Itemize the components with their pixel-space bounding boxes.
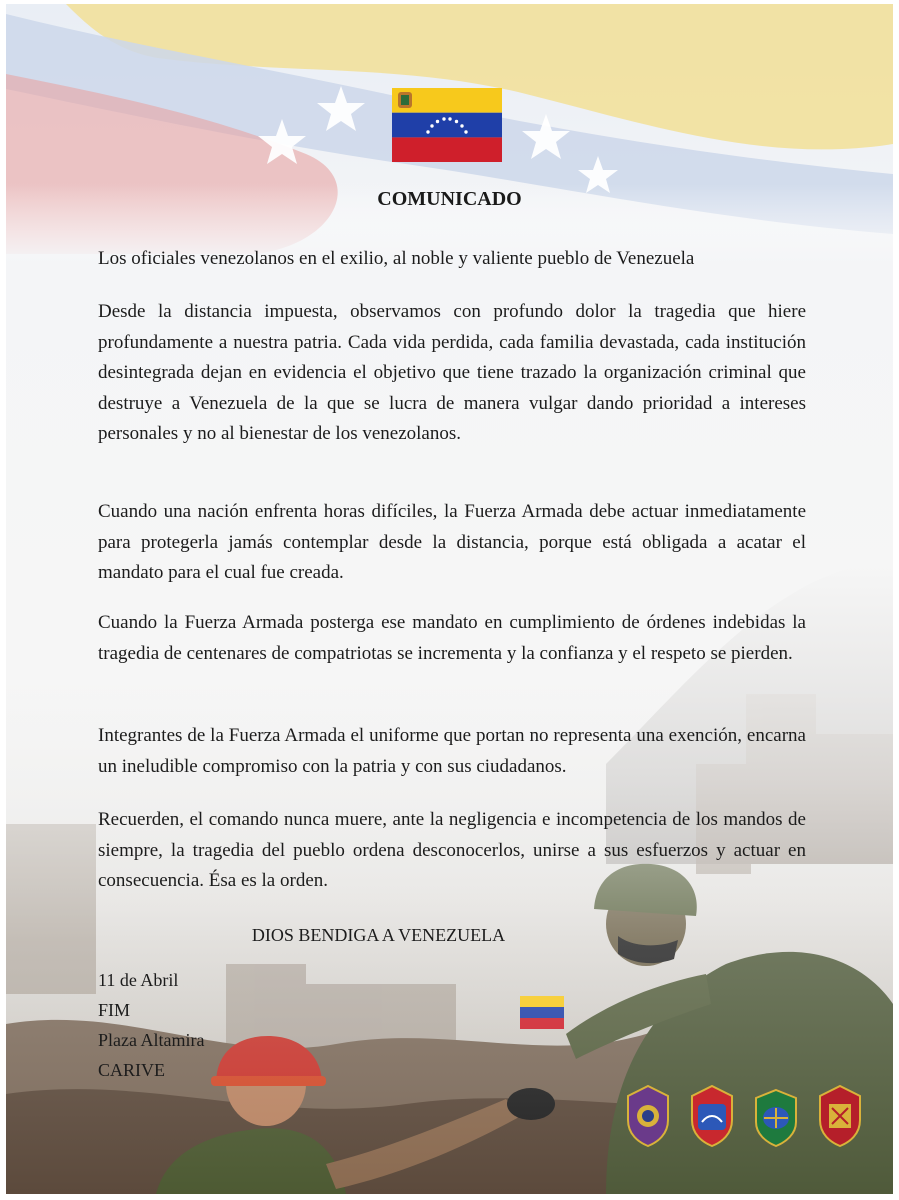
page-title: COMUNICADO	[377, 188, 522, 210]
greeting-line: Los oficiales venezolanos en el exilio, al noble y valiente pueblo de Venezuela	[98, 248, 695, 269]
navy-emblem-icon	[688, 1084, 736, 1148]
paragraph-2: Cuando una nación enfrenta horas difíciles, la Fuerza Armada debe actuar inmediatamente para protegerla jamás contemplar desde la distancia, porque está obligada a acatar el mandato para el cual fue creada.	[98, 501, 806, 583]
blessing-line: DIOS BENDIGA A VENEZUELA	[251, 925, 506, 945]
signoff-organization: FIM	[98, 1000, 131, 1020]
air-force-emblem-icon	[752, 1084, 800, 1148]
signoff-block	[98, 965, 204, 1085]
communique-page	[6, 4, 893, 1194]
signoff-date: 11 de Abril	[98, 970, 179, 990]
paragraph-1: Desde la distancia impuesta, observamos con profundo dolor la tragedia que hiere profundamente a nuestra patria. Cada vida perdida, cada familia devastada, cada institución desintegrada dejan en evidencia el objetivo que tiene trazado la organización criminal que destruye a Venezuela de la que se lucra de manera vulgar dando prioridad a intereses personales y no al bienestar de los venezolanos.	[98, 301, 806, 444]
emblem-row	[624, 1084, 864, 1148]
venezuela-flag-icon	[392, 88, 502, 162]
signoff-group: CARIVE	[98, 1060, 165, 1080]
paragraph-5: Recuerden, el comando nunca muere, ante la negligencia e incompetencia de los mandos de siempre, la tragedia del pueblo ordena desconocerlos, unirse a sus esfuerzos y actuar en consecuencia. Ésa es la orden.	[98, 809, 806, 891]
army-emblem-icon	[624, 1084, 672, 1148]
signoff-place: Plaza Altamira	[98, 1030, 205, 1050]
national-guard-emblem-icon	[816, 1084, 864, 1148]
paragraph-4: Integrantes de la Fuerza Armada el uniforme que portan no representa una exención, encarna un ineludible compromiso con la patria y con sus ciudadanos.	[98, 725, 806, 777]
paragraph-3: Cuando la Fuerza Armada posterga ese mandato en cumplimiento de órdenes indebidas la tragedia de centenares de compatriotas se incrementa y la confianza y el respeto se pierden.	[98, 612, 806, 664]
